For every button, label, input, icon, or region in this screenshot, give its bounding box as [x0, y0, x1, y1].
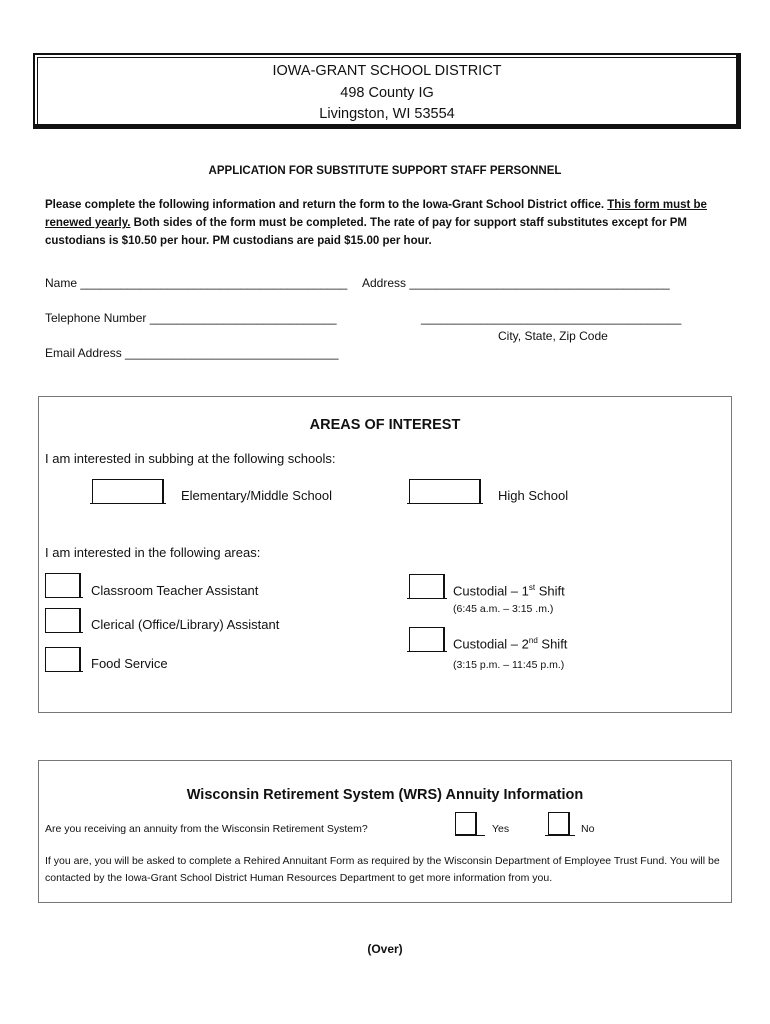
- custodial-first-checkbox[interactable]: [409, 574, 445, 599]
- clerical-label: Clerical (Office/Library) Assistant: [91, 617, 280, 632]
- areas-prompt: I am interested in the following areas:: [45, 545, 261, 560]
- custodial-first-text: Custodial – 1: [453, 583, 529, 599]
- instructions-part1: Please complete the following information and return the form to the Iowa-Grant School District office.: [45, 199, 608, 211]
- elementary-label: Elementary/Middle School: [181, 488, 333, 503]
- custodial-second-text: Custodial – 2: [453, 636, 529, 652]
- elementary-checkbox[interactable]: [92, 479, 164, 504]
- clerical-checkbox[interactable]: [45, 608, 81, 633]
- district-street: 498 County IG: [340, 84, 434, 101]
- high-school-underline: [407, 503, 483, 504]
- name-field[interactable]: Name ________________________________________: [45, 276, 348, 290]
- instructions: [45, 196, 735, 250]
- district-city: Livingston, WI 53554: [319, 106, 455, 122]
- instructions-renewal: This form must be renewed yearly.: [45, 199, 707, 229]
- areas-title: AREAS OF INTEREST: [309, 417, 461, 433]
- wrs-no-checkbox[interactable]: [548, 812, 570, 835]
- classroom-underline: [45, 597, 83, 598]
- custodial-first-tail: Shift: [535, 583, 565, 599]
- custodial-second-hours: (3:15 p.m. – 11:45 p.m.): [453, 659, 565, 671]
- schools-prompt: I am interested in subbing at the following schools:: [45, 451, 336, 466]
- custodial-second-tail: Shift: [537, 636, 568, 652]
- custodial-first-underline: [407, 598, 447, 599]
- high-school-checkbox[interactable]: [409, 479, 481, 504]
- wrs-yes-checkbox[interactable]: [455, 812, 477, 835]
- custodial-second-underline: [407, 651, 447, 652]
- food-service-checkbox[interactable]: [45, 647, 81, 672]
- custodial-first-hours: (6:45 a.m. – 3:15 .m.): [453, 603, 554, 615]
- over-note: (Over): [367, 942, 403, 956]
- city-state-zip-field[interactable]: _______________________________________: [421, 311, 682, 325]
- classroom-label: Classroom Teacher Assistant: [91, 583, 259, 598]
- wrs-note: If you are, you will be asked to complete a Rehired Annuitant Form as required by the Wisconsin Department of Employee Trust Fund. You will be contacted by the Iowa-Grant School District Human Resources Department to get more information from you.: [45, 855, 720, 884]
- wrs-yes-label: Yes: [492, 823, 510, 835]
- district-header: [37, 57, 737, 125]
- instructions-part2: Both sides of the form must be completed. The rate of pay for support staff substitutes except for PM custodians is $10.50 per hour. PM custodians are paid $15.00 per hour.: [45, 217, 687, 247]
- high-school-label: High School: [498, 488, 569, 503]
- wrs-no-label: No: [581, 823, 595, 835]
- food-service-label: Food Service: [91, 656, 168, 671]
- custodial-second-label: [453, 636, 567, 651]
- wrs-no-underline: [545, 835, 575, 836]
- custodial-second-checkbox[interactable]: [409, 627, 445, 652]
- telephone-field[interactable]: Telephone Number ____________________________: [45, 311, 337, 325]
- elementary-underline: [90, 503, 166, 504]
- food-service-underline: [45, 671, 83, 672]
- wrs-title: Wisconsin Retirement System (WRS) Annuity Information: [186, 787, 584, 803]
- form-title: APPLICATION FOR SUBSTITUTE SUPPORT STAFF PERSONNEL: [208, 165, 562, 177]
- district-name: IOWA-GRANT SCHOOL DISTRICT: [272, 63, 502, 79]
- custodial-first-sup: st: [528, 583, 536, 592]
- city-state-zip-caption: City, State, Zip Code: [498, 329, 608, 343]
- wrs-question: Are you receiving an annuity from the Wisconsin Retirement System?: [45, 823, 368, 835]
- email-field[interactable]: Email Address ________________________________: [45, 346, 339, 360]
- clerical-underline: [45, 632, 83, 633]
- custodial-first-label: [453, 583, 565, 598]
- address-field[interactable]: Address _______________________________________: [362, 276, 670, 290]
- classroom-checkbox[interactable]: [45, 573, 81, 598]
- custodial-second-sup: nd: [528, 636, 538, 645]
- wrs-yes-underline: [455, 835, 485, 836]
